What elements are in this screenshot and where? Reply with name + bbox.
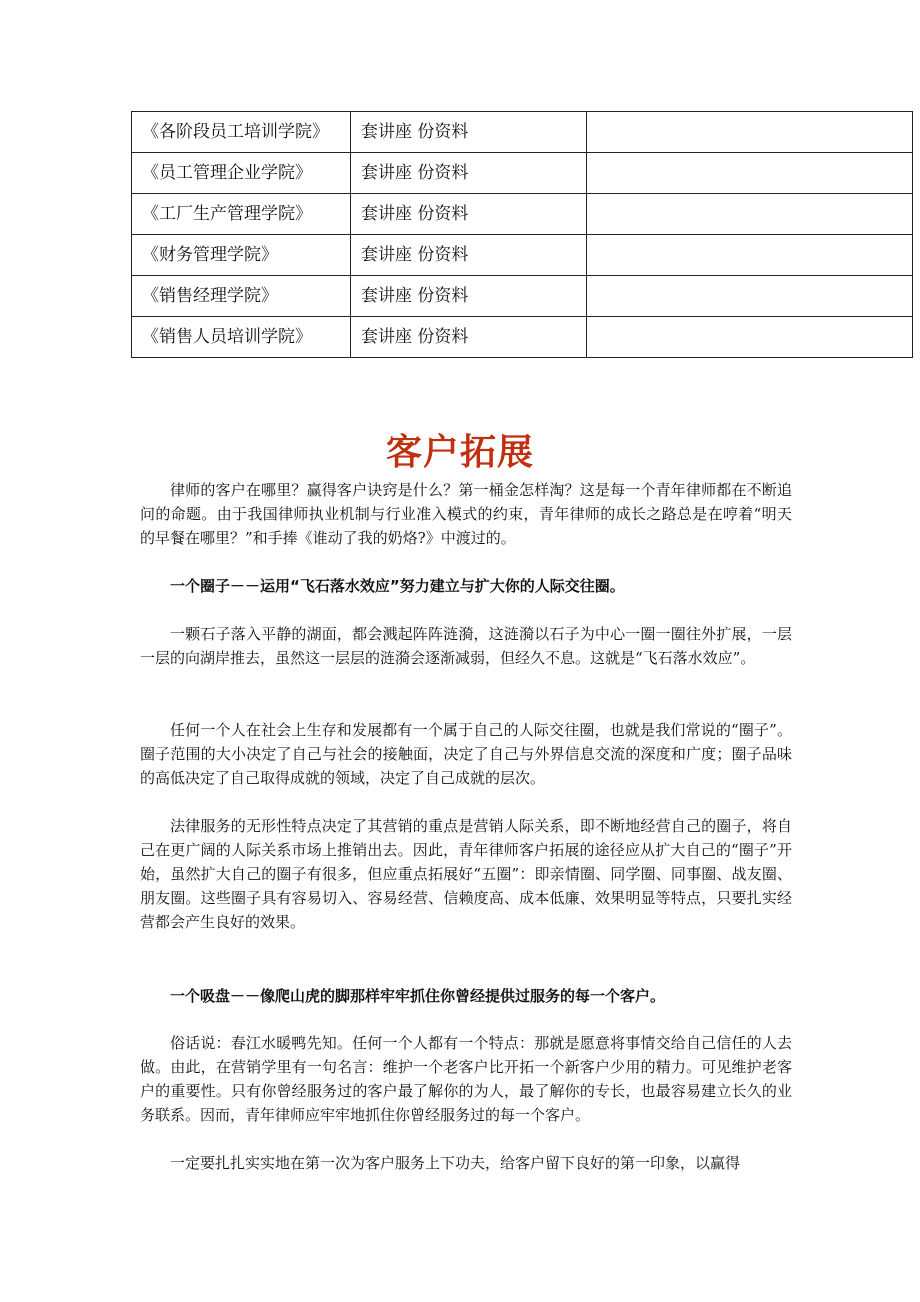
paragraph-five-circles: 法律服务的无形性特点决定了其营销的重点是营销人际关系，即不断地经营自己的圈子，将自己在更广阔的人际关系市场上推销出去。因此，青年律师客户拓展的途径应从扩大自己的“圈子”开始，虽然扩大自己的圈子有很多，但应重点拓展好“五圈”：即亲情圈、同学圈、同事圈、战友圈、朋友圈。这些圈子具有容易切入、容易经营、信赖度高、成本低廉、效果明显等特点，只要扎实经营都会产生良好的效果。 — [140, 817, 792, 931]
table-row — [132, 194, 913, 235]
article-title: 客户拓展 — [385, 432, 534, 474]
course-name-cell: 《工厂生产管理学院》 — [132, 194, 351, 235]
empty-cell — [587, 235, 913, 276]
course-name-cell: 《员工管理企业学院》 — [132, 153, 351, 194]
course-name-cell: 《销售经理学院》 — [132, 276, 351, 317]
empty-cell — [587, 276, 913, 317]
materials-cell: 套讲座 份资料 — [351, 112, 587, 153]
empty-cell — [587, 194, 913, 235]
course-name-cell: 《销售人员培训学院》 — [132, 317, 351, 358]
materials-cell: 套讲座 份资料 — [351, 153, 587, 194]
section-heading-circle: 一个圈子－－运用“飞石落水效应”努力建立与扩大你的人际交往圈。 — [170, 577, 625, 595]
course-name-cell: 《财务管理学院》 — [132, 235, 351, 276]
table-row — [132, 276, 913, 317]
section-heading-suction-cup: 一个吸盘－－像爬山虎的脚那样牢牢抓住你曾经提供过服务的每一个客户。 — [170, 987, 666, 1005]
materials-cell: 套讲座 份资料 — [351, 317, 587, 358]
empty-cell — [587, 112, 913, 153]
table-row — [132, 153, 913, 194]
intro-paragraph: 律师的客户在哪里？赢得客户诀窍是什么？第一桶金怎样淘？这是每一个青年律师都在不断追问的命题。由于我国律师执业机制与行业准入模式的约束，青年律师的成长之路总是在哼着“明天的早餐在哪里？”和手捧《谁动了我的奶烙?》中渡过的。 — [140, 481, 792, 547]
materials-cell: 套讲座 份资料 — [351, 194, 587, 235]
materials-cell: 套讲座 份资料 — [351, 276, 587, 317]
course-name-cell: 《各阶段员工培训学院》 — [132, 112, 351, 153]
course-table — [131, 111, 913, 358]
paragraph-first-impression: 一定要扎扎实实地在第一次为客户服务上下功夫，给客户留下良好的第一印象，以赢得 — [170, 1154, 741, 1172]
empty-cell — [587, 317, 913, 358]
paragraph-social-circle: 任何一个人在社会上生存和发展都有一个属于自己的人际交往圈，也就是我们常说的“圈子”。圈子范围的大小决定了自己与社会的接触面，决定了自己与外界信息交流的深度和广度；圈子品味的高低决定了自己取得成就的领域，决定了自己成就的层次。 — [140, 721, 792, 787]
table-row — [132, 235, 913, 276]
paragraph-ripple-effect: 一颗石子落入平静的湖面，都会溅起阵阵涟漪，这涟漪以石子为中心一圈一圈往外扩展，一层一层的向湖岸推去，虽然这一层层的涟漪会逐渐减弱，但经久不息。这就是“飞石落水效应”。 — [140, 625, 792, 667]
empty-cell — [587, 153, 913, 194]
table-row — [132, 317, 913, 358]
paragraph-old-clients: 俗话说：春江水暖鸭先知。任何一个人都有一个特点：那就是愿意将事情交给自己信任的人去做。由此，在营销学里有一句名言：维护一个老客户比开拓一个新客户少用的精力。可见维护老客户的重要性。只有你曾经服务过的客户最了解你的为人，最了解你的专长，也最容易建立长久的业务联系。因而，青年律师应牢牢地抓住你曾经服务过的每一个客户。 — [140, 1034, 792, 1124]
materials-cell: 套讲座 份资料 — [351, 235, 587, 276]
table-row — [132, 112, 913, 153]
